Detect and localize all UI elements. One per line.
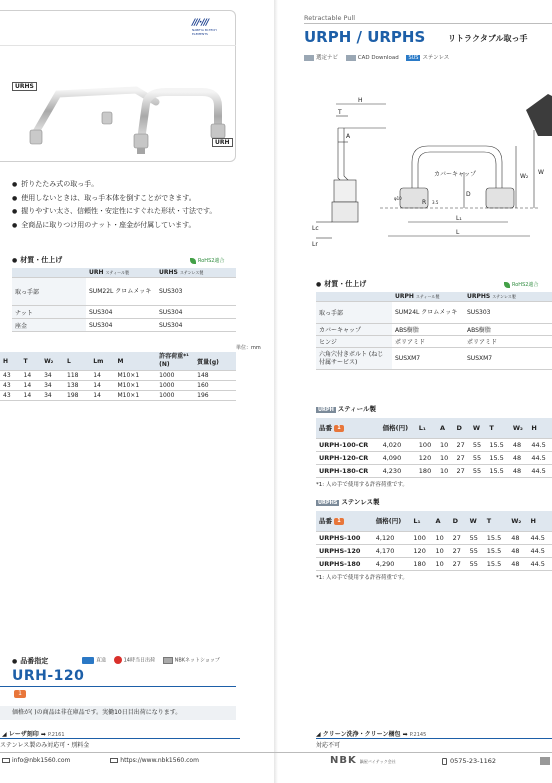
footer-divider (0, 752, 552, 753)
page-subtitle: リトラクタブル取っ手 (448, 34, 528, 43)
material-table (12, 268, 236, 332)
laser-marking-link[interactable]: ◢ レーザ刻印 ➡ P.2161 (2, 731, 65, 738)
table-row: 43 14 34 138 14 M10×1 1000 160 (0, 381, 236, 391)
divider (304, 23, 552, 24)
order-icons: 直送 14時当日出荷 NBKネットショップ (82, 656, 220, 664)
col-urph: URPH スティール製 (392, 292, 464, 302)
rohs-badge: RoHS2適合 (190, 257, 224, 264)
table-row: ナット SUS304 SUS304 (12, 306, 236, 319)
table-header-row (316, 292, 552, 302)
order-tag: 1 (14, 690, 26, 698)
material-heading: ● 材質・仕上げ (316, 279, 366, 289)
selection-guide-link[interactable]: 選定ナビ (304, 55, 338, 61)
feature-item: ● 全商品に取りつけ用のナット・座金が付属しています。 (12, 219, 272, 233)
nav-row (304, 53, 455, 61)
tag-urh: URH (212, 138, 233, 147)
web-icon (110, 758, 118, 763)
table-row: 取っ手部 SUM24L クロムメッキ SUS303 (316, 302, 552, 324)
dim-r-value: 3.5 (432, 200, 439, 205)
order-heading: ● 品番指定 (12, 656, 48, 666)
table-row: 六角穴付きボルト (ねじ付属サービス) SUSXM7 SUSXM7 (316, 348, 552, 370)
leaf-icon (504, 282, 510, 288)
table-row: 43 14 34 118 14 M10×1 1000 148 (0, 371, 236, 381)
mail-icon (2, 758, 10, 763)
order-tag: 1 (334, 425, 344, 432)
divider (316, 738, 552, 739)
order-note: 価格が( )の商品は非在庫品です。実働10日目出荷になります。 (0, 706, 236, 720)
dim-w2: W₂ (520, 173, 529, 180)
table-row: 座金 SUS304 SUS304 (12, 319, 236, 332)
feature-item: ● 折りたたみ式の取っ手。 (12, 178, 272, 192)
col-urhs: URHS ステンレス製 (156, 268, 236, 278)
steel-grade-label: URPH スティール製 (318, 405, 376, 413)
arrow-icon: ◢ (2, 731, 7, 738)
dim-d: D (466, 191, 471, 198)
table-header-row: 品番 1 価格(円) L₁ A D W T W₂ H (316, 511, 552, 531)
feature-item: ● 握りやすい太さ、信頼性・安定性にすぐれた形状・寸法です。 (12, 205, 272, 219)
dim-t: T (338, 109, 342, 116)
dim-a: A (346, 133, 351, 140)
technical-drawing (276, 90, 552, 260)
stainless-grade-label: URPHS ステンレス製 (318, 498, 380, 506)
dim-phi: φ10 (394, 196, 402, 201)
cad-icon (346, 55, 356, 61)
col-urphs: URPHS ステンレス製 (464, 292, 552, 302)
col-urh: URH スティール製 (86, 268, 156, 278)
divider (0, 738, 240, 739)
handle-photo-icon (6, 72, 232, 158)
material-heading: ● 材質・仕上げ (12, 255, 62, 265)
table-row[interactable]: URPHS-180 4,290 180 10 27 55 15.5 48 44.5 (316, 557, 552, 570)
clean-note: 対応不可 (316, 742, 341, 749)
dim-lr: Lr (312, 241, 318, 248)
table-row: 取っ手部 SUM22L クロムメッキ SUS303 (12, 278, 236, 306)
phone-icon (442, 758, 447, 765)
table-header-row (12, 268, 236, 278)
monitor-icon (163, 657, 173, 664)
order-model-number[interactable]: URH-120 (12, 668, 85, 684)
dim-l1: L₁ (456, 215, 462, 222)
cad-download-link[interactable]: CAD Download (346, 55, 399, 61)
laser-note: ステンレス製のみ対応可・別料金 (0, 742, 90, 749)
table-header-row: H T W₂ L Lm M 許容荷重*¹ (N) 質量(g) (0, 352, 236, 371)
arrow-icon: ◢ (316, 731, 321, 738)
table-row: ヒンジ ポリアミド ポリアミド (316, 336, 552, 348)
email-link[interactable]: info@nbk1560.com (12, 757, 71, 764)
dim-lc: Lc (312, 225, 319, 232)
right-page (276, 0, 552, 783)
dim-l: L (456, 229, 460, 236)
tag-urhs: URHS (12, 82, 37, 91)
truck-icon (82, 657, 94, 664)
website-link[interactable]: https://www.nbk1560.com (120, 757, 199, 764)
steel-price-table (316, 418, 552, 478)
clock-icon (114, 656, 122, 664)
feature-item: ● 使用しないときは、取っ手本体を倒すことができます。 (12, 192, 272, 206)
dim-h: H (358, 97, 363, 104)
series-label: Retractable Pull (304, 14, 356, 22)
product-photo (6, 72, 232, 158)
stainless-price-table (316, 511, 552, 571)
table-row[interactable]: URPH-100-CR 4,020 100 10 27 55 15.5 48 44.5 (316, 438, 552, 451)
maker-logo: ///·/// NABEYA BI-TECH ELEMENTS (192, 18, 217, 36)
table-row[interactable]: URPHS-100 4,120 100 10 27 55 15.5 48 44.5 (316, 531, 552, 544)
leaf-icon (190, 258, 196, 264)
footer-contact (2, 757, 199, 764)
table-row[interactable]: URPH-180-CR 4,230 180 10 27 55 15.5 48 44.5 (316, 464, 552, 477)
dimension-table (0, 352, 236, 401)
table-row: カバーキャップ ABS樹脂 ABS樹脂 (316, 324, 552, 336)
clean-wash-link[interactable]: ◢ クリーン洗浄・クリーン梱包 ➡ P.2145 (316, 731, 427, 738)
stainless-badge: SUS ステンレス (408, 55, 450, 61)
dim-w: W (538, 169, 544, 176)
phone-number[interactable]: 0575-23-1162 (442, 757, 496, 765)
material-table (316, 292, 552, 370)
fax-icon (540, 757, 550, 765)
dimension-drawing-icon (276, 90, 552, 260)
table-header-row: 品番 1 価格(円) L₁ A D W T W₂ H (316, 418, 552, 438)
dim-r: R (422, 199, 427, 206)
unit-note: 単位：mm (236, 345, 261, 351)
guide-icon (304, 55, 314, 61)
table-row: 43 14 34 198 14 M10×1 1000 196 (0, 391, 236, 401)
table-row[interactable]: URPH-120-CR 4,090 120 10 27 55 15.5 48 44.5 (316, 451, 552, 464)
feature-list (12, 178, 272, 232)
divider (0, 686, 236, 687)
nbk-logo: NBK 鍋屋バイテック会社 (330, 755, 396, 766)
footnote: *1: 人の手で使用する許容荷重です。 (316, 575, 408, 581)
cover-cap-label: カバーキャップ (434, 171, 477, 178)
page-title: URPH / URPHS (304, 28, 426, 46)
footnote: *1: 人の手で使用する許容荷重です。 (316, 482, 408, 488)
table-row[interactable]: URPHS-120 4,170 120 10 27 55 15.5 48 44.5 (316, 544, 552, 557)
rohs-badge: RoHS2適合 (504, 281, 538, 288)
order-tag: 1 (334, 518, 344, 525)
